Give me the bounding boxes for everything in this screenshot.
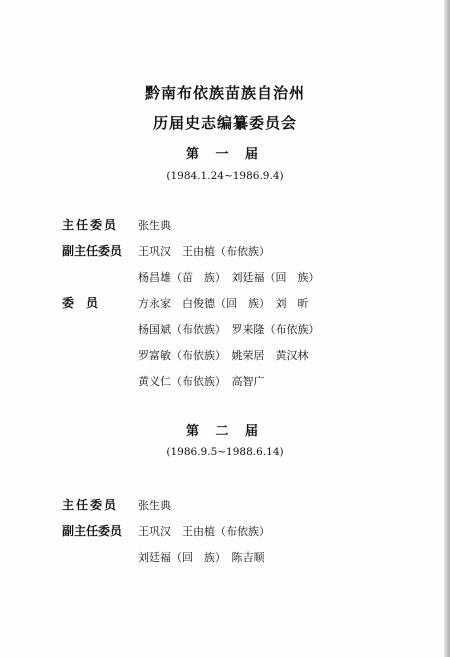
scan-edge-shadow [444,0,450,657]
session-2-heading: 第 二 届 [185,424,265,439]
session-1-deputy-line-1: 王巩汉 王由植（布依族） [138,245,270,258]
session-1-dates: (1984.1.24~1986.9.4) [166,170,284,182]
session-1-member-line-2: 杨国斌（布依族） 罗来隆（布依族） [138,323,320,336]
session-2-dates: (1986.9.5~1988.6.14) [166,446,284,458]
session-1-director-names: 张生典 [138,219,171,232]
document-title-line1: 黔南布依族苗族自治州 [144,84,305,102]
session-1-member-line-3: 罗富敏（布依族） 姚荣居 黄汉林 [138,349,309,362]
session-2-director-names: 张生典 [138,499,171,512]
session-2-deputy-role: 副主任委员 [62,524,123,538]
session-2-deputy-line-1: 王巩汉 王由植（布依族） [138,525,270,538]
session-1-member-line-4: 黄义仁（布依族） 高智广 [138,375,265,388]
session-1-heading: 第 一 届 [185,147,265,162]
session-1-deputy-line-2: 杨昌雄（苗 族） 刘廷福（回 族） [138,271,320,284]
session-2-deputy-line-2: 刘廷福（回 族） 陈吉顺 [138,551,265,564]
session-1-deputy-role: 副主任委员 [62,244,123,258]
session-1-director-role: 主任委员 [62,218,119,232]
session-2-director-role: 主任委员 [62,498,119,512]
session-1-member-role: 委 员 [62,296,99,310]
session-1-member-line-1: 方永家 白俊德（回 族） 刘 昕 [138,297,309,310]
document-title-line2: 历届史志编纂委员会 [152,114,297,132]
